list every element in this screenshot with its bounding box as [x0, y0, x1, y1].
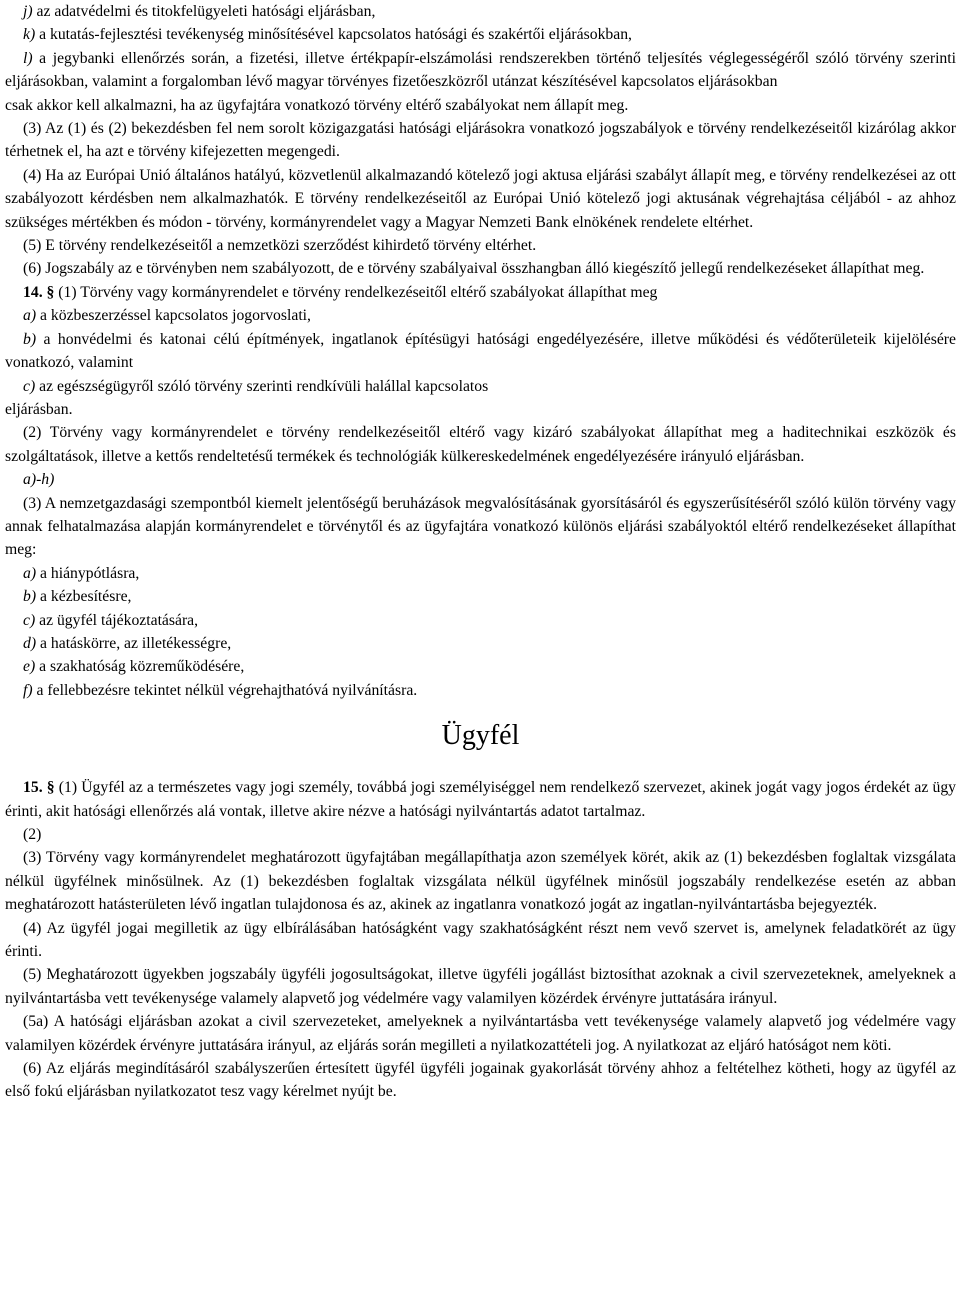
- point-mark: b): [23, 330, 37, 348]
- point-l: [5, 47, 956, 94]
- section-15-paragraph-5a: (5a) A hatósági eljárásban azokat a civil szervezeteket, amelyeknek a nyilvántartásba vett tevékenysége valamely alapvető jog védelmére vagy valamilyen közérdek érvényre juttatására irányul, az eljárás során megilleti a nyilatkozattételi jog. A nyilatkozat az eljáró hatóságot nem köti.: [5, 1013, 956, 1054]
- list-item-text: az ügyfél tájékoztatására,: [35, 611, 199, 629]
- section-14-point-c: [5, 375, 956, 398]
- point-text: a közbeszerzéssel kapcsolatos jogorvoslati,: [36, 307, 311, 325]
- list-item-mark: b): [23, 588, 37, 606]
- section-14-lead-text: (1) Törvény vagy kormányrendelet e törvény rendelkezéseitől eltérő szabályokat állapíthat meg: [54, 283, 658, 301]
- section-14-paragraph-3: (3) A nemzetgazdasági szempontból kiemelt jelentőségű beruházások megvalósításának gyorsításáról és egyszerűsítéséről szóló külön törvény vagy annak felhatalmazása alapján kormányrendelet e törvénytől és az ügyfajtára vonatkozó különös eljárási szabályoktól eltérő rendelkezéseket állapíthat meg:: [5, 494, 956, 559]
- section-15-number: 15.: [23, 779, 43, 797]
- list-item-mark: a): [23, 564, 37, 582]
- list-item-mark: f): [23, 681, 33, 699]
- section-15-paragraph-1-text: (1) Ügyfél az a természetes vagy jogi személy, továbbá jogi személyiséggel nem rendelkező szervezet, akinek jogát vagy jogos érdekét az ügy érinti, akit hatósági ellenőrzés alá vontak, illetve akire nézve a hatósági nyilvántartás adatot tartalmaz.: [5, 779, 957, 820]
- section-14-paragraph-2: (2) Törvény vagy kormányrendelet e törvény rendelkezéseitől eltérő vagy kizáró szabályokat állapíthat meg a haditechnikai eszközök és szolgáltatások, illetve a kettős rendeltetésű termékek és technológiák külkereskedelmének engedélyezésére irányuló eljárásban.: [5, 424, 956, 465]
- section-15-paragraph-4: (4) Az ügyfél jogai megilletik az ügy elbírálásában hatóságként vagy szakhatóságként részt nem vevő szervet is, amelynek feladatkörét az ügy érinti.: [5, 919, 956, 961]
- point-l-text: a jegybanki ellenőrzés során, a fizetési, illetve értékpapír-elszámolási rendszerekben történő teljesítés véglegességéről szóló törvény szerinti eljárásokban, valamint a forgalomban lévő magyar törvényes fizetőeszközről utánzat készítésével kapcsolatos eljárásokban: [5, 49, 956, 91]
- point-mark: a): [23, 307, 37, 325]
- list-item-mark: c): [23, 611, 36, 629]
- section-14-list: [5, 562, 956, 702]
- list-item-d: [5, 632, 956, 655]
- list-item-text: a hatáskörre, az illetékességre,: [36, 634, 232, 652]
- point-j: [5, 0, 956, 23]
- closing-clause: csak akkor kell alkalmazni, ha az ügyfajtára vonatkozó törvény eltérő szabályokat nem állapít meg.: [5, 96, 629, 114]
- paragraph-6: (6) Jogszabály az e törvényben nem szabályozott, de e törvény szabályaival összhangban álló kiegészítő jellegű rendelkezéseket állapíthat meg.: [23, 260, 925, 278]
- repealed-points-mark: a)-h): [23, 471, 55, 489]
- section-15-paragraph-1: [5, 776, 956, 823]
- list-item-e: [5, 655, 956, 678]
- point-j-mark: j): [23, 3, 33, 20]
- section-14-point-a: [5, 304, 956, 327]
- point-l-mark: l): [23, 49, 33, 67]
- point-k: [5, 23, 956, 46]
- point-mark: c): [23, 377, 36, 395]
- paragraph-3: (3) Az (1) és (2) bekezdésben fel nem sorolt közigazgatási hatósági eljárásokra vonatkozó jogszabályok e törvény rendelkezéseitől kizárólag akkor térhetnek el, ha azt e törvény kifejezetten megengedi.: [5, 120, 956, 161]
- list-item-c: [5, 609, 956, 632]
- list-item-text: a hiánypótlásra,: [36, 564, 140, 582]
- list-item-text: a fellebbezésre tekintet nélkül végrehajthatóvá nyilvánításra.: [32, 681, 418, 699]
- list-item-b: [5, 585, 956, 608]
- section-14-sign: §: [46, 283, 55, 301]
- paragraph-5: (5) E törvény rendelkezéseitől a nemzetközi szerződést kihirdető törvény eltérhet.: [23, 237, 537, 255]
- point-j-text: az adatvédelmi és titokfelügyeleti hatósági eljárásban,: [32, 3, 376, 20]
- section-14-lead: [5, 281, 956, 304]
- section-14-repealed-points: [5, 468, 956, 491]
- list-item-text: a szakhatóság közreműködésére,: [35, 658, 245, 676]
- section-15-paragraph-2: (2): [23, 826, 42, 843]
- list-item-mark: d): [23, 634, 37, 652]
- point-k-mark: k): [23, 26, 36, 44]
- section-14-point-b: [5, 328, 956, 375]
- list-item-a: [5, 562, 956, 585]
- list-item-text: a kézbesítésre,: [36, 588, 132, 606]
- list-item-f: [5, 679, 956, 702]
- point-text: a honvédelmi és katonai célú építmények, ingatlanok építésügyi hatósági engedélyezésére, illetve működési és védőterületeik kijelölésére vonatkozó, valamint: [5, 330, 956, 372]
- list-item-mark: e): [23, 658, 36, 676]
- section-15-sign: §: [46, 779, 55, 797]
- section-15-paragraph-6: (6) Az eljárás megindításáról szabályszerűen értesített ügyfél ügyféli jogainak gyakorlását törvény ahhoz a feltételhez kötheti, hogy az ügyfél az első fokú eljárásban nyilatkozatot tesz vagy kérelmet nyújt be.: [5, 1060, 956, 1101]
- section-15-paragraph-3: (3) Törvény vagy kormányrendelet meghatározott ügyfajtában megállapíthatja azon személyek körét, akik az (1) bekezdésben foglaltak vizsgálata nélkül ügyfélnek minősülnek. Az (1) bekezdésben foglaltak vizsgálata nélkül ügyfélnek minősül jogszabály rendelkezése esetén az abban meghatározott hatásterületen lévő ingatlan tulajdonosa és az, akinek az ingatlanra vonatkozó jogát az ingatlan-nyilvántartásba bejegyezték.: [5, 849, 956, 914]
- section-15-paragraph-5: (5) Meghatározott ügyekben jogszabály ügyféli jogosultságokat, illetve ügyféli jogállást biztosíthat azoknak a civil szervezeteknek, amelyeknek a nyilvántartásba vett tevékenysége valamely alapvető jog védelmére vagy valamilyen közérdek érvényre juttatására irányul.: [5, 966, 956, 1007]
- section-heading-ugyfel: Ügyfél: [441, 720, 520, 752]
- section-14-point-c-tail: eljárásban.: [5, 400, 73, 418]
- point-k-text: a kutatás-fejlesztési tevékenység minősítésével kapcsolatos hatósági és szakértői eljárásokban,: [35, 26, 632, 44]
- paragraph-4: (4) Ha az Európai Unió általános hatályú, közvetlenül alkalmazandó kötelező jogi aktusa eljárási szabályt állapít meg, e törvény rendelkezései az ott szabályozott kérdésben nem alkalmazhatók. E törvény rendelkezéseitől az Európai Unió kötelező jogi aktusának végrehajtása céljából - az ahhoz szükséges mértékben és módon - törvény, kormányrendelet vagy a Magyar Nemzeti Bank elnökének rendelete eltérhet.: [5, 166, 956, 231]
- point-text: az egészségügyről szóló törvény szerinti rendkívüli halállal kapcsolatos: [35, 377, 489, 395]
- section-14-number: 14.: [23, 283, 43, 301]
